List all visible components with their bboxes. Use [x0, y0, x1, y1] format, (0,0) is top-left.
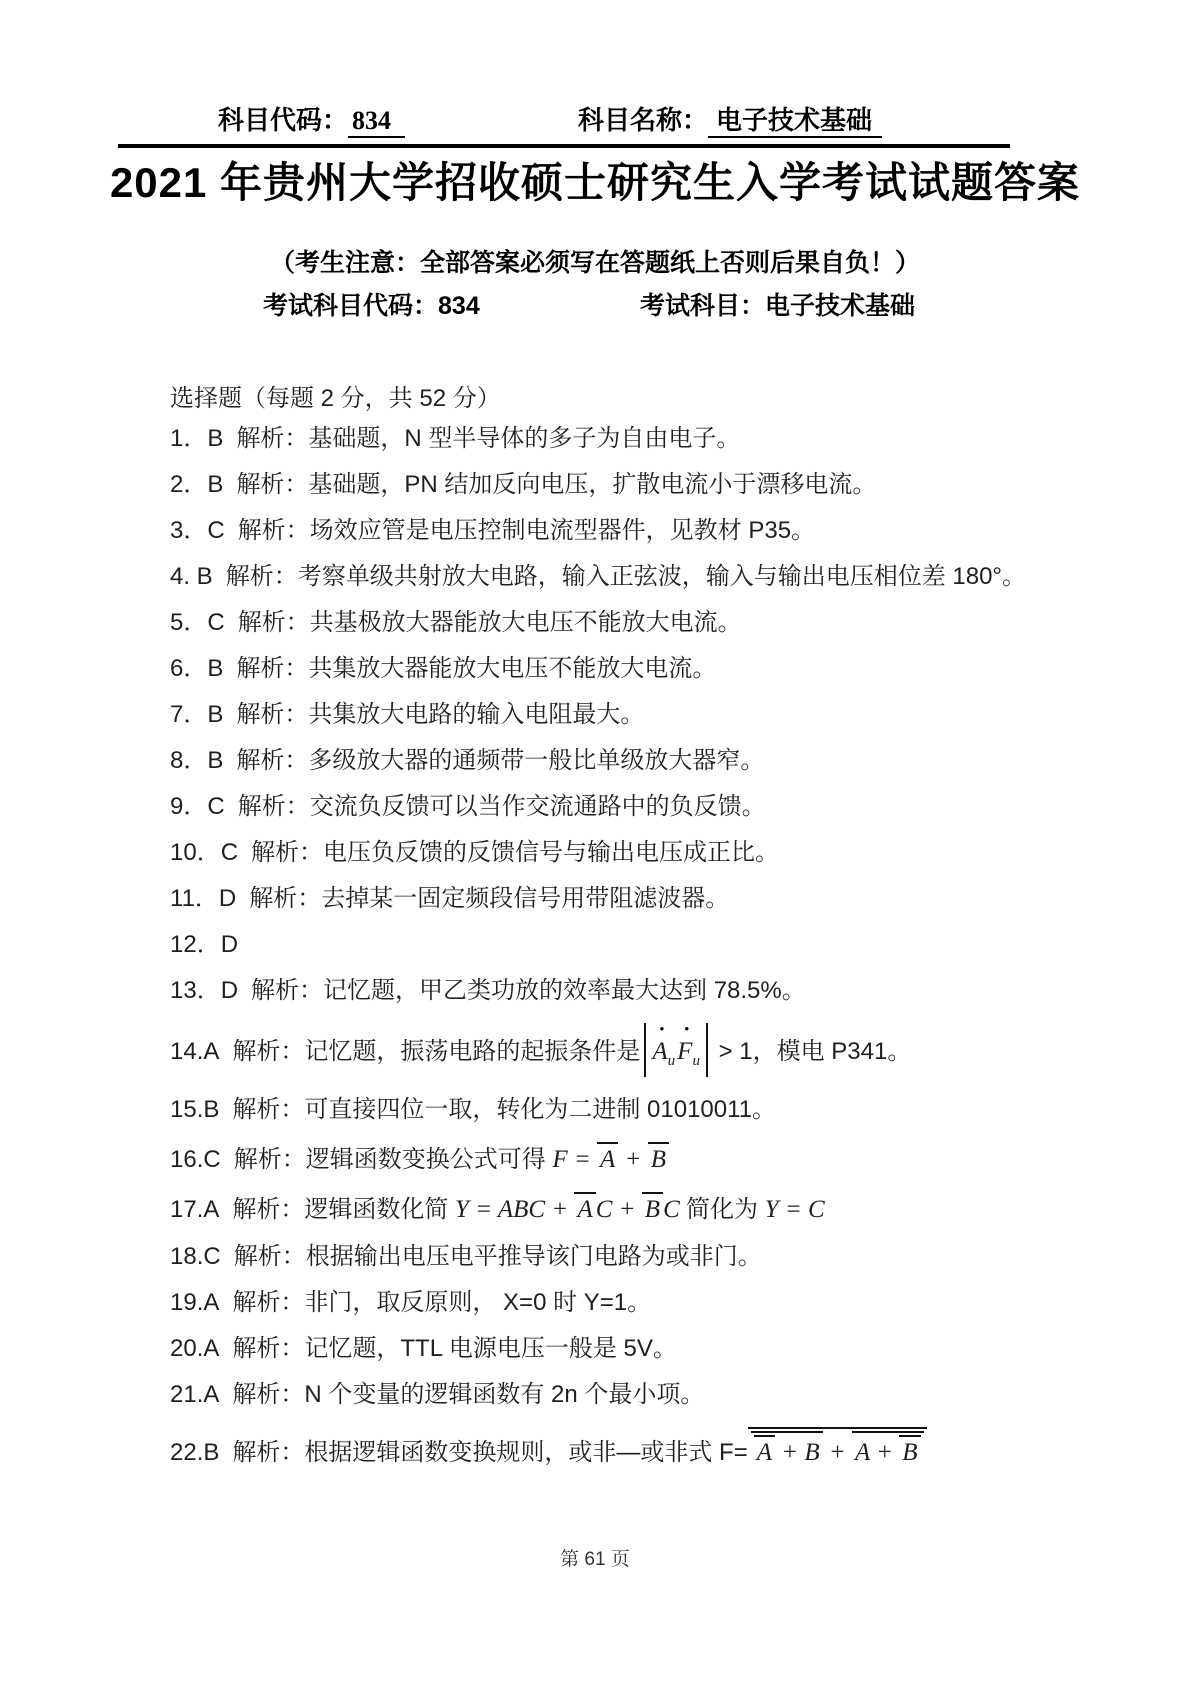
overline-group — [754, 1435, 775, 1467]
item-explanation — [232, 1439, 926, 1466]
answer-item — [170, 563, 1120, 590]
text-segment: 解析：根据逻辑函数变换规则，或非—或非式 F= — [232, 1438, 748, 1466]
subject-code-value: 834 — [348, 106, 405, 138]
overline-group — [852, 1431, 923, 1467]
answer-item — [170, 425, 1120, 452]
math-text: + — [822, 1438, 853, 1466]
math-text: + B — [775, 1438, 820, 1466]
dot-above-icon: • — [659, 1021, 665, 1036]
item-explanation — [232, 1096, 776, 1123]
item-number-and-answer: 10．C — [170, 839, 239, 866]
answer-item — [170, 609, 1120, 636]
math-text: A — [577, 1196, 593, 1224]
item-number-and-answer: 1．B — [170, 425, 224, 452]
text-segment: 解析：根据输出电压电平推导该门电路为或非门。 — [233, 1242, 762, 1270]
answer-item — [170, 793, 1120, 820]
phasor-symbol — [677, 1021, 700, 1075]
answer-item — [170, 977, 1120, 1004]
math-text: Y = ABC + — [455, 1196, 575, 1224]
subject-code-label: 科目代码： — [218, 105, 349, 135]
overline-group — [748, 1427, 927, 1467]
exam-subject-label: 考试科目： — [640, 292, 766, 320]
answer-item — [170, 1142, 1120, 1174]
answer-item — [170, 885, 1120, 912]
text-segment: 解析：非门，取反原则， X=0 时 Y=1。 — [232, 1288, 652, 1316]
answer-item — [170, 1381, 1120, 1408]
examinee-notice: （考生注意：全部答案必须写在答题纸上否则后果自负！） — [269, 249, 920, 277]
text-segment: 解析：去掉某一固定频段信号用带阻滤波器。 — [249, 885, 730, 912]
text-segment: 解析：逻辑函数变换公式可得 — [233, 1145, 553, 1173]
section-heading: 选择题（每题 2 分，共 52 分） — [170, 385, 501, 412]
subject-name-label: 科目名称： — [578, 105, 709, 135]
text-segment: 解析：基础题，PN 结加反向电压，扩散电流小于漂移电流。 — [236, 471, 877, 498]
item-explanation — [251, 977, 806, 1004]
text-segment: 解析：考察单级共射放大电路，输入正弦波，输入与输出电压相位差 180°。 — [225, 563, 1027, 590]
item-explanation — [236, 747, 764, 774]
math-text: B — [650, 1145, 666, 1173]
answers-list — [170, 425, 1120, 1485]
math-text: + — [618, 1145, 648, 1173]
subscript: u — [692, 1052, 700, 1069]
text-segment: 解析：共集放大电路的输入电阻最大。 — [236, 701, 645, 728]
magnitude-bars — [644, 1023, 708, 1077]
item-number-and-answer: 17.A — [170, 1196, 220, 1224]
item-explanation — [226, 563, 1026, 590]
text-segment: 解析：N 个变量的逻辑函数有 2n 个最小项。 — [232, 1380, 705, 1408]
answer-item — [170, 1023, 1120, 1077]
item-number-and-answer: 16.C — [170, 1145, 221, 1173]
item-explanation — [234, 1146, 669, 1173]
exam-code-line — [263, 286, 480, 322]
dot-above-icon: • — [684, 1021, 689, 1036]
text-segment: 解析：共基极放大器能放大电压不能放大电流。 — [237, 609, 742, 636]
answer-item — [170, 1335, 1120, 1362]
math-text: C — [663, 1196, 687, 1224]
item-explanation — [232, 1381, 704, 1408]
text-segment: 解析：记忆题，甲乙类功放的效率最大达到 78.5%。 — [251, 977, 806, 1004]
answer-item — [170, 471, 1120, 498]
item-explanation — [238, 517, 815, 544]
exam-code-label: 考试科目代码： — [263, 292, 439, 320]
overline-group — [648, 1142, 669, 1174]
overline-group — [574, 1192, 595, 1224]
item-number-and-answer: 5．C — [170, 609, 225, 636]
text-segment: 解析：记忆题，振荡电路的起振条件是 — [232, 1038, 641, 1065]
item-number-and-answer: 2．B — [170, 471, 224, 498]
exam-subject-value: 电子技术基础 — [765, 292, 916, 320]
item-number-and-answer: 3．C — [170, 517, 225, 544]
overline-group — [642, 1192, 663, 1224]
item-explanation — [232, 1196, 824, 1223]
item-explanation — [251, 839, 779, 866]
math-text: B — [644, 1196, 661, 1224]
math-text: Y = C — [764, 1196, 825, 1224]
answer-item — [170, 517, 1120, 544]
math-text: A — [600, 1145, 616, 1173]
item-number-and-answer: 8．B — [170, 747, 224, 774]
phasor-symbol — [652, 1021, 676, 1075]
page-footer: 第 61 页 — [560, 1549, 630, 1570]
page-title: 2021 年贵州大学招收硕士研究生入学考试试题答案 — [109, 159, 1081, 206]
header-rule — [118, 144, 1010, 148]
phasor-letter: F — [677, 1038, 693, 1065]
text-segment: 解析：共集放大器能放大电压不能放大电流。 — [236, 655, 717, 682]
item-number-and-answer: 7．B — [170, 701, 224, 728]
item-explanation — [232, 1335, 676, 1362]
item-number-and-answer: 9．C — [170, 793, 225, 820]
exam-code-value: 834 — [438, 292, 480, 320]
text-segment: 解析：多级放大器的通频带一般比单级放大器窄。 — [236, 747, 765, 774]
item-explanation — [249, 885, 729, 912]
item-explanation — [236, 471, 876, 498]
item-number-and-answer: 22.B — [170, 1438, 220, 1466]
overline-group — [751, 1431, 823, 1467]
subscript: u — [667, 1052, 676, 1069]
text-segment: 解析：记忆题，TTL 电源电压一般是 5V。 — [232, 1334, 677, 1362]
item-explanation — [238, 609, 742, 636]
text-segment: > 1，模电 P341。 — [711, 1038, 912, 1065]
math-text: A + — [855, 1438, 900, 1466]
item-number-and-answer: 12．D — [170, 931, 239, 958]
phasor-letter: A — [652, 1038, 668, 1065]
item-number-and-answer: 4. B — [170, 563, 213, 590]
item-number-and-answer: 20.A — [170, 1334, 220, 1362]
item-explanation — [232, 1021, 912, 1069]
item-number-and-answer: 13．D — [170, 977, 239, 1004]
item-number-and-answer: 19.A — [170, 1288, 220, 1316]
answer-item — [170, 655, 1120, 682]
item-number-and-answer: 14.A — [170, 1038, 220, 1065]
item-explanation — [236, 655, 716, 682]
text-segment: 解析：交流负反馈可以当作交流通路中的负反馈。 — [237, 793, 766, 820]
item-explanation — [236, 701, 644, 728]
text-segment: 解析：电压负反馈的反馈信号与输出电压成正比。 — [251, 839, 780, 866]
item-number-and-answer: 11．D — [170, 885, 237, 912]
header-subject-name — [578, 100, 882, 137]
answer-item — [170, 1289, 1120, 1316]
text-segment: 简化为 — [686, 1196, 765, 1224]
item-number-and-answer: 15.B — [170, 1095, 220, 1123]
item-explanation — [238, 793, 766, 820]
math-text: A — [756, 1438, 772, 1466]
math-text: C + — [595, 1196, 642, 1224]
answer-item — [170, 747, 1120, 774]
item-explanation — [234, 1243, 762, 1270]
text-segment: 解析：基础题，N 型半导体的多子为自由电子。 — [236, 425, 741, 452]
answer-item — [170, 1427, 1120, 1467]
answer-item — [170, 931, 1120, 958]
text-segment: 解析：场效应管是电压控制电流型器件，见教材 P35。 — [237, 517, 816, 544]
text-segment: 解析：逻辑函数化简 — [232, 1196, 456, 1224]
header-subject-code — [218, 100, 405, 137]
item-number-and-answer: 6．B — [170, 655, 224, 682]
math-text: F = — [552, 1145, 598, 1173]
answer-item — [170, 1243, 1120, 1270]
math-text: B — [902, 1438, 918, 1466]
answer-item — [170, 701, 1120, 728]
subject-name-value: 电子技术基础 — [708, 105, 882, 138]
item-number-and-answer: 21.A — [170, 1380, 220, 1408]
item-number-and-answer: 18.C — [170, 1242, 221, 1270]
answer-item — [170, 839, 1120, 866]
overline-group — [899, 1435, 920, 1467]
answer-item — [170, 1096, 1120, 1123]
item-explanation — [232, 1289, 651, 1316]
overline-group — [597, 1142, 618, 1174]
exam-subject-line — [640, 286, 915, 322]
text-segment: 解析：可直接四位一取，转化为二进制 01010011。 — [232, 1095, 777, 1123]
item-explanation — [236, 425, 740, 452]
answer-item — [170, 1192, 1120, 1224]
